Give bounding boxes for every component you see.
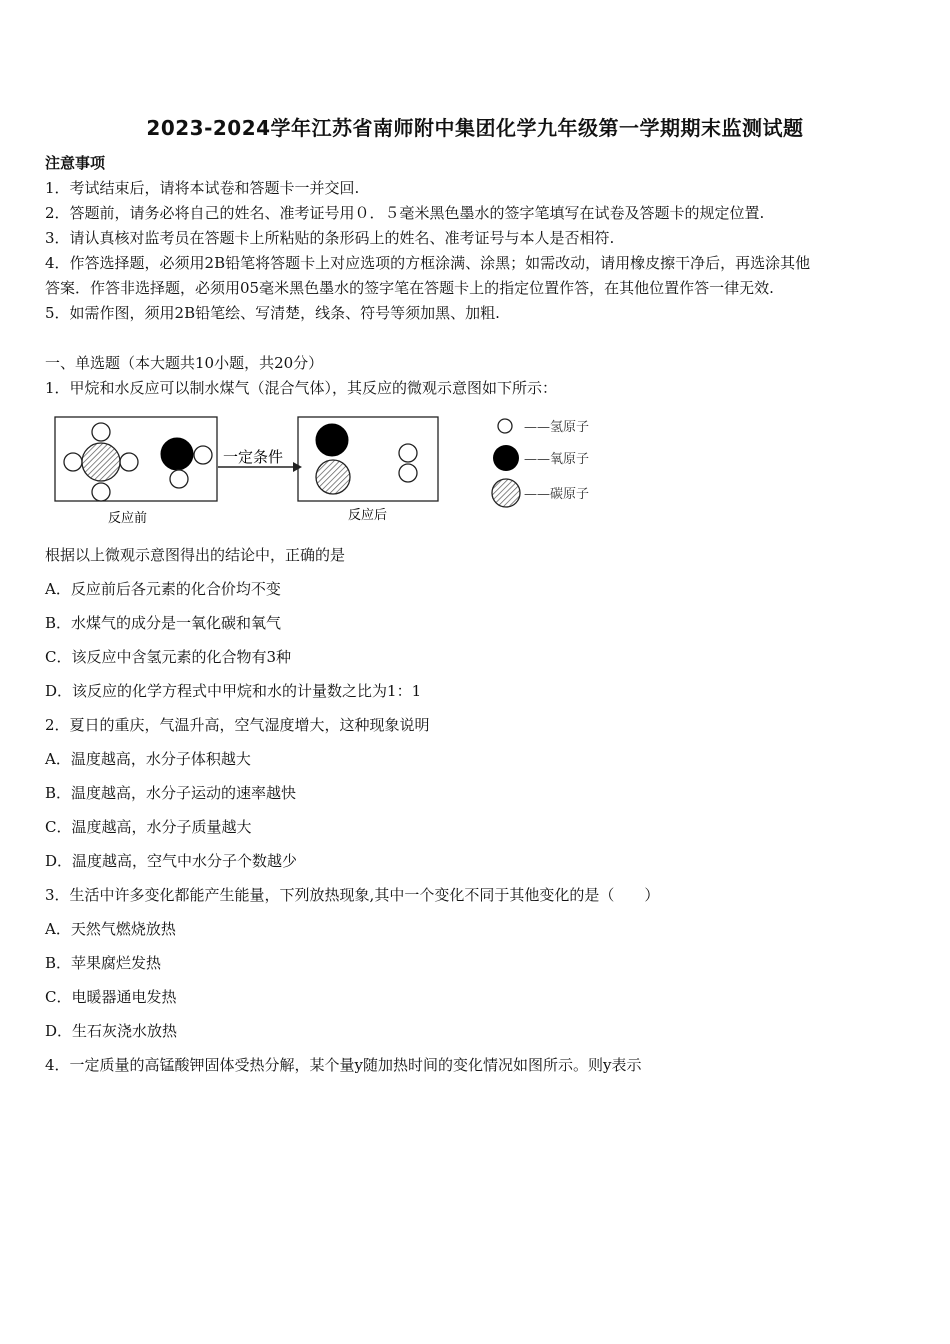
notice-item: 1．考试结束后，请将本试卷和答题卡一并交回. [45, 179, 360, 197]
carbon-atom [316, 460, 350, 494]
hydrogen-atom [194, 446, 212, 464]
hydrogen-atom [170, 470, 188, 488]
q2-option-d: D．温度越高，空气中水分子个数越少 [45, 852, 298, 870]
before-label: 反应前 [108, 511, 148, 526]
hydrogen-atom [64, 453, 82, 471]
question-4-stem: 4．一定质量的高锰酸钾固体受热分解，某个量y随加热时间的变化情况如图所示。则y表示 [45, 1056, 642, 1074]
q3-option-d: D．生石灰浇水放热 [45, 1022, 178, 1040]
section-heading: 一、单选题（本大题共10小题，共20分） [45, 354, 324, 372]
q2-option-a: A．温度越高，水分子体积越大 [45, 750, 251, 768]
q1-option-d: D．该反应的化学方程式中甲烷和水的计量数之比为1：1 [45, 682, 422, 700]
q3-option-c: C．电暖器通电发热 [45, 988, 177, 1006]
q1-option-b: B．水煤气的成分是一氧化碳和氧气 [45, 614, 282, 632]
question-3-stem: 3．生活中许多变化都能产生能量，下列放热现象,其中一个变化不同于其他变化的是（ ） [45, 886, 660, 904]
notice-heading: 注意事项 [45, 154, 106, 172]
question-1-stem: 1．甲烷和水反应可以制水煤气（混合气体），其反应的微观示意图如下所示： [45, 379, 558, 397]
page-title: 2023-2024学年江苏省南师附中集团化学九年级第一学期期末监测试题 [146, 116, 804, 140]
q1-option-c: C．该反应中含氢元素的化合物有3种 [45, 648, 292, 666]
legend-hydrogen-label: ——氢原子 [524, 420, 590, 435]
q2-option-c: C．温度越高，水分子质量越大 [45, 818, 252, 836]
legend-carbon-icon [492, 479, 520, 507]
oxygen-atom [161, 438, 193, 470]
carbon-atom [82, 443, 120, 481]
notice-item: 5．如需作图，须用2B铅笔绘、写清楚，线条、符号等须加黑、加粗. [45, 304, 500, 322]
q3-option-b: B．苹果腐烂发热 [45, 954, 162, 972]
reaction-diagram [50, 405, 620, 530]
question-1-prompt: 根据以上微观示意图得出的结论中，正确的是 [45, 546, 346, 564]
notice-item: 3．请认真核对监考员在答题卡上所粘贴的条形码上的姓名、准考证号与本人是否相符. [45, 229, 615, 247]
legend-oxygen-icon [493, 445, 519, 471]
q1-option-a: A．反应前后各元素的化合价均不变 [45, 580, 281, 598]
notice-item: 2．答题前，请务必将自己的姓名、准考证号用０．５毫米黑色墨水的签字笔填写在试卷及答题卡的规定位置. [45, 204, 765, 222]
arrow-label: 一定条件 [223, 448, 284, 466]
legend-carbon-label: ——碳原子 [524, 487, 590, 502]
after-box [298, 417, 438, 501]
notice-item: 4．作答选择题，必须用2B铅笔将答题卡上对应选项的方框涂满、涂黑；如需改动，请用橡皮擦干净后，再选涂其他 [45, 254, 811, 272]
after-label: 反应后 [348, 508, 388, 523]
hydrogen-atom [92, 423, 110, 441]
notice-item: 答案．作答非选择题，必须用05毫米黑色墨水的签字笔在答题卡上的指定位置作答，在其他位置作答一律无效. [45, 279, 774, 297]
legend-hydrogen-icon [498, 419, 512, 433]
hydrogen-atom [120, 453, 138, 471]
hydrogen-atom [92, 483, 110, 501]
question-2-stem: 2．夏日的重庆，气温升高，空气湿度增大，这种现象说明 [45, 716, 430, 734]
oxygen-atom [316, 424, 348, 456]
q2-option-b: B．温度越高，水分子运动的速率越快 [45, 784, 297, 802]
hydrogen-atom [399, 464, 417, 482]
hydrogen-atom [399, 444, 417, 462]
legend-oxygen-label: ——氧原子 [524, 452, 590, 467]
q3-option-a: A．天然气燃烧放热 [45, 920, 176, 938]
